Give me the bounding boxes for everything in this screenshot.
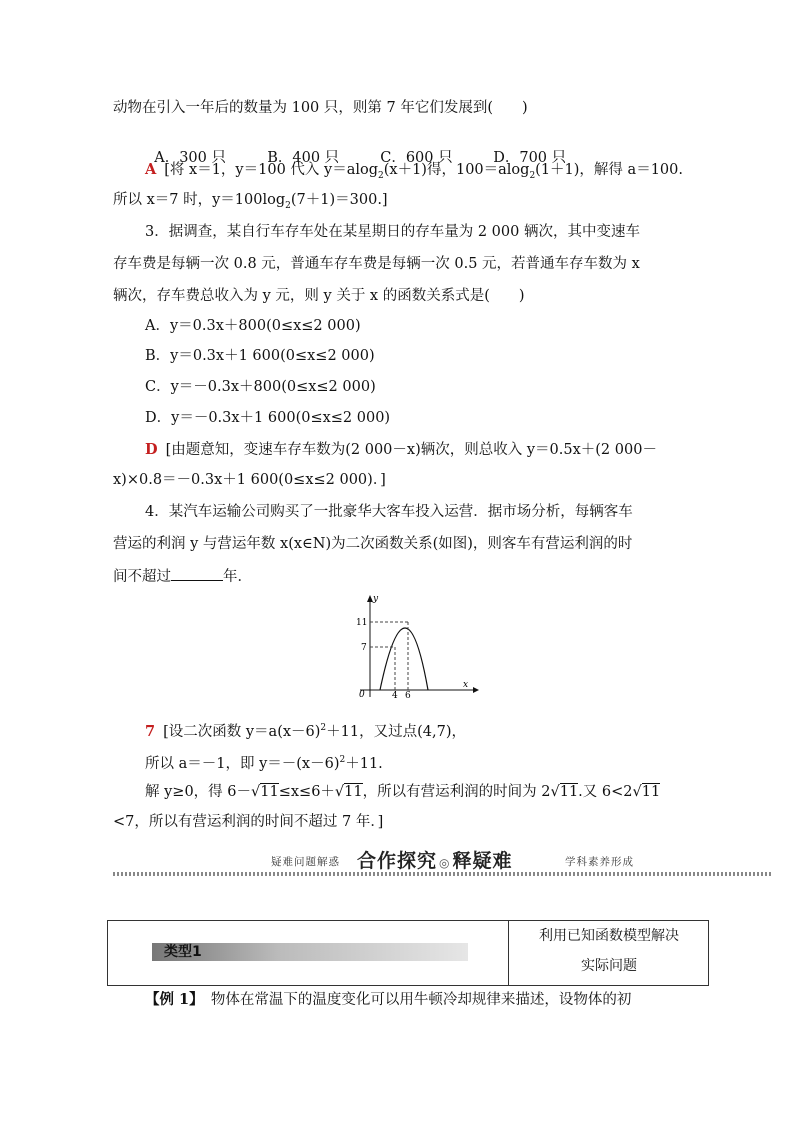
q4-line3b: 年． bbox=[223, 569, 252, 585]
x-tick-6: 6 bbox=[405, 691, 411, 701]
banner-title-a: 合作探究 bbox=[357, 850, 438, 872]
q4-line3a: 间不超过 bbox=[113, 569, 171, 585]
q2-sub: 2 bbox=[378, 170, 384, 181]
q2-stem-end: 动物在引入一年后的数量为 100 只，则第 7 年它们发展到( ) bbox=[113, 100, 528, 116]
x-axis-arrow bbox=[473, 687, 479, 693]
x-axis-label: x bbox=[463, 680, 469, 690]
q2-sol2b: (7＋1)＝300.] bbox=[290, 192, 388, 208]
q3-option-a: A．y＝0.3x＋800(0≤x≤2 000) bbox=[145, 318, 361, 334]
q2-sol1b: (x＋1)得，100＝alog bbox=[383, 162, 530, 178]
q2-answer-letter: A bbox=[145, 161, 157, 178]
q4-solution-line4: <7，所以有营运利润的时间不超过 7 年．] bbox=[113, 814, 384, 830]
q4-solution-line1 bbox=[145, 718, 466, 742]
q2-solution-line1 bbox=[145, 160, 683, 186]
q4-sol3d: .又 6<2 bbox=[578, 784, 633, 800]
q4-line3 bbox=[113, 566, 252, 587]
type-label: 类型1 bbox=[164, 944, 202, 960]
q3-solution-line2: x)×0.8＝－0.3x＋1 600(0≤x≤2 000)．] bbox=[113, 472, 386, 488]
q2-option-c: C．600 只 bbox=[380, 150, 453, 166]
banner-left-text: 疑难问题解惑 bbox=[271, 856, 340, 868]
q2-sol2: 所以 x＝7 时，y＝100log bbox=[113, 192, 286, 208]
origin-label: 0 bbox=[359, 690, 365, 700]
banner-arrow-icon: ◎ bbox=[439, 856, 451, 870]
y-axis-label: y bbox=[373, 594, 379, 604]
q4-line2: 营运的利润 y 与营运年数 x(x∈N)为二次函数关系(如图)，则客车有营运利润的时 bbox=[113, 536, 633, 552]
q2-sol1c: (1＋1)，解得 a＝100. bbox=[535, 162, 683, 178]
q3-line3: 辆次，存车费总收入为 y 元，则 y 关于 x 的函数关系式是( ) bbox=[113, 288, 525, 304]
q2-option-a: A．300 只 bbox=[154, 150, 226, 166]
q4-solution-line3: 解 y≥0，得 6－√11≤x≤6＋√11，所以有营运利润的时间为 2√11.又 6<2√11 bbox=[145, 784, 661, 800]
q3-sol1: [由题意知，变速车存车数为(2 000－x)辆次，则总收入 y＝0.5x＋(2 000－ bbox=[165, 442, 657, 458]
type-header-box bbox=[107, 920, 709, 986]
q3-line2: 存车费是每辆一次 0.8 元，普通车存车费是每辆一次 0.5 元，若普通车存车数为 x bbox=[113, 256, 640, 272]
parabola-curve bbox=[380, 628, 428, 690]
q3-option-c: C．y＝－0.3x＋800(0≤x≤2 000) bbox=[145, 379, 376, 395]
q4-sup: 2 bbox=[320, 723, 327, 733]
sqrt-11: 11 bbox=[344, 784, 363, 800]
q4-answer-value: 7 bbox=[145, 722, 156, 740]
q4-solution-line2 bbox=[145, 750, 383, 774]
parabola-graph bbox=[335, 592, 485, 702]
banner-right-text: 学科素养形成 bbox=[565, 856, 634, 868]
q3-line1: 3．据调查，某自行车存车处在某星期日的存车量为 2 000 辆次，其中变速车 bbox=[145, 224, 640, 240]
x-tick-4: 4 bbox=[392, 691, 398, 701]
sqrt-11: 11 bbox=[641, 784, 661, 800]
banner-divider bbox=[113, 872, 773, 876]
banner-title bbox=[357, 846, 513, 873]
q2-option-d: D．700 只 bbox=[493, 150, 567, 166]
q4-sol3b: ≤x≤6＋ bbox=[278, 784, 335, 800]
q4-sol2: 所以 a＝－1，即 y＝－(x－6) bbox=[145, 755, 340, 772]
example-text: 物体在常温下的温度变化可以用牛顿冷却规律来描述，设物体的初 bbox=[196, 992, 632, 1008]
q2-solution-line2 bbox=[113, 190, 388, 216]
q2-sub: 2 bbox=[529, 170, 536, 181]
q2-sub: 2 bbox=[285, 200, 291, 211]
type-title bbox=[510, 921, 708, 981]
q4-sol3a: 解 y≥0，得 6－ bbox=[145, 784, 252, 800]
q4-sol2b: ＋11. bbox=[345, 755, 383, 772]
q3-solution-line1 bbox=[145, 440, 657, 460]
q3-answer-letter: D bbox=[145, 441, 158, 458]
q3-option-b: B．y＝0.3x＋1 600(0≤x≤2 000) bbox=[145, 348, 375, 364]
q4-sup: 2 bbox=[339, 755, 346, 765]
q4-sol1: [设二次函数 y＝a(x－6) bbox=[163, 723, 321, 740]
q4-sol3c: ，所以有营运利润的时间为 2 bbox=[362, 784, 551, 800]
answer-blank[interactable] bbox=[171, 566, 223, 581]
type-title-line1: 利用已知函数模型解决 bbox=[539, 928, 679, 944]
banner-title-b: 释疑难 bbox=[452, 850, 513, 872]
y-tick-11: 11 bbox=[356, 618, 368, 628]
q3-option-d: D．y＝－0.3x＋1 600(0≤x≤2 000) bbox=[145, 410, 391, 426]
y-tick-7: 7 bbox=[361, 643, 367, 653]
type-label-cell bbox=[108, 921, 509, 985]
example-1 bbox=[145, 990, 631, 1010]
example-tag: 【例 1】 bbox=[145, 991, 197, 1008]
q4-sol1b: ＋11，又过点(4,7)， bbox=[326, 723, 466, 740]
section-banner bbox=[113, 844, 773, 874]
q2-option-b: B．400 只 bbox=[267, 150, 340, 166]
q2-sol1: [将 x＝1，y＝100 代入 y＝alog bbox=[164, 162, 379, 178]
type-title-line2: 实际问题 bbox=[581, 958, 637, 974]
q4-line1: 4．某汽车运输公司购买了一批豪华大客车投入运营．据市场分析，每辆客车 bbox=[145, 504, 633, 520]
sqrt-11: 11 bbox=[559, 784, 579, 800]
sqrt-11: 11 bbox=[260, 784, 279, 800]
